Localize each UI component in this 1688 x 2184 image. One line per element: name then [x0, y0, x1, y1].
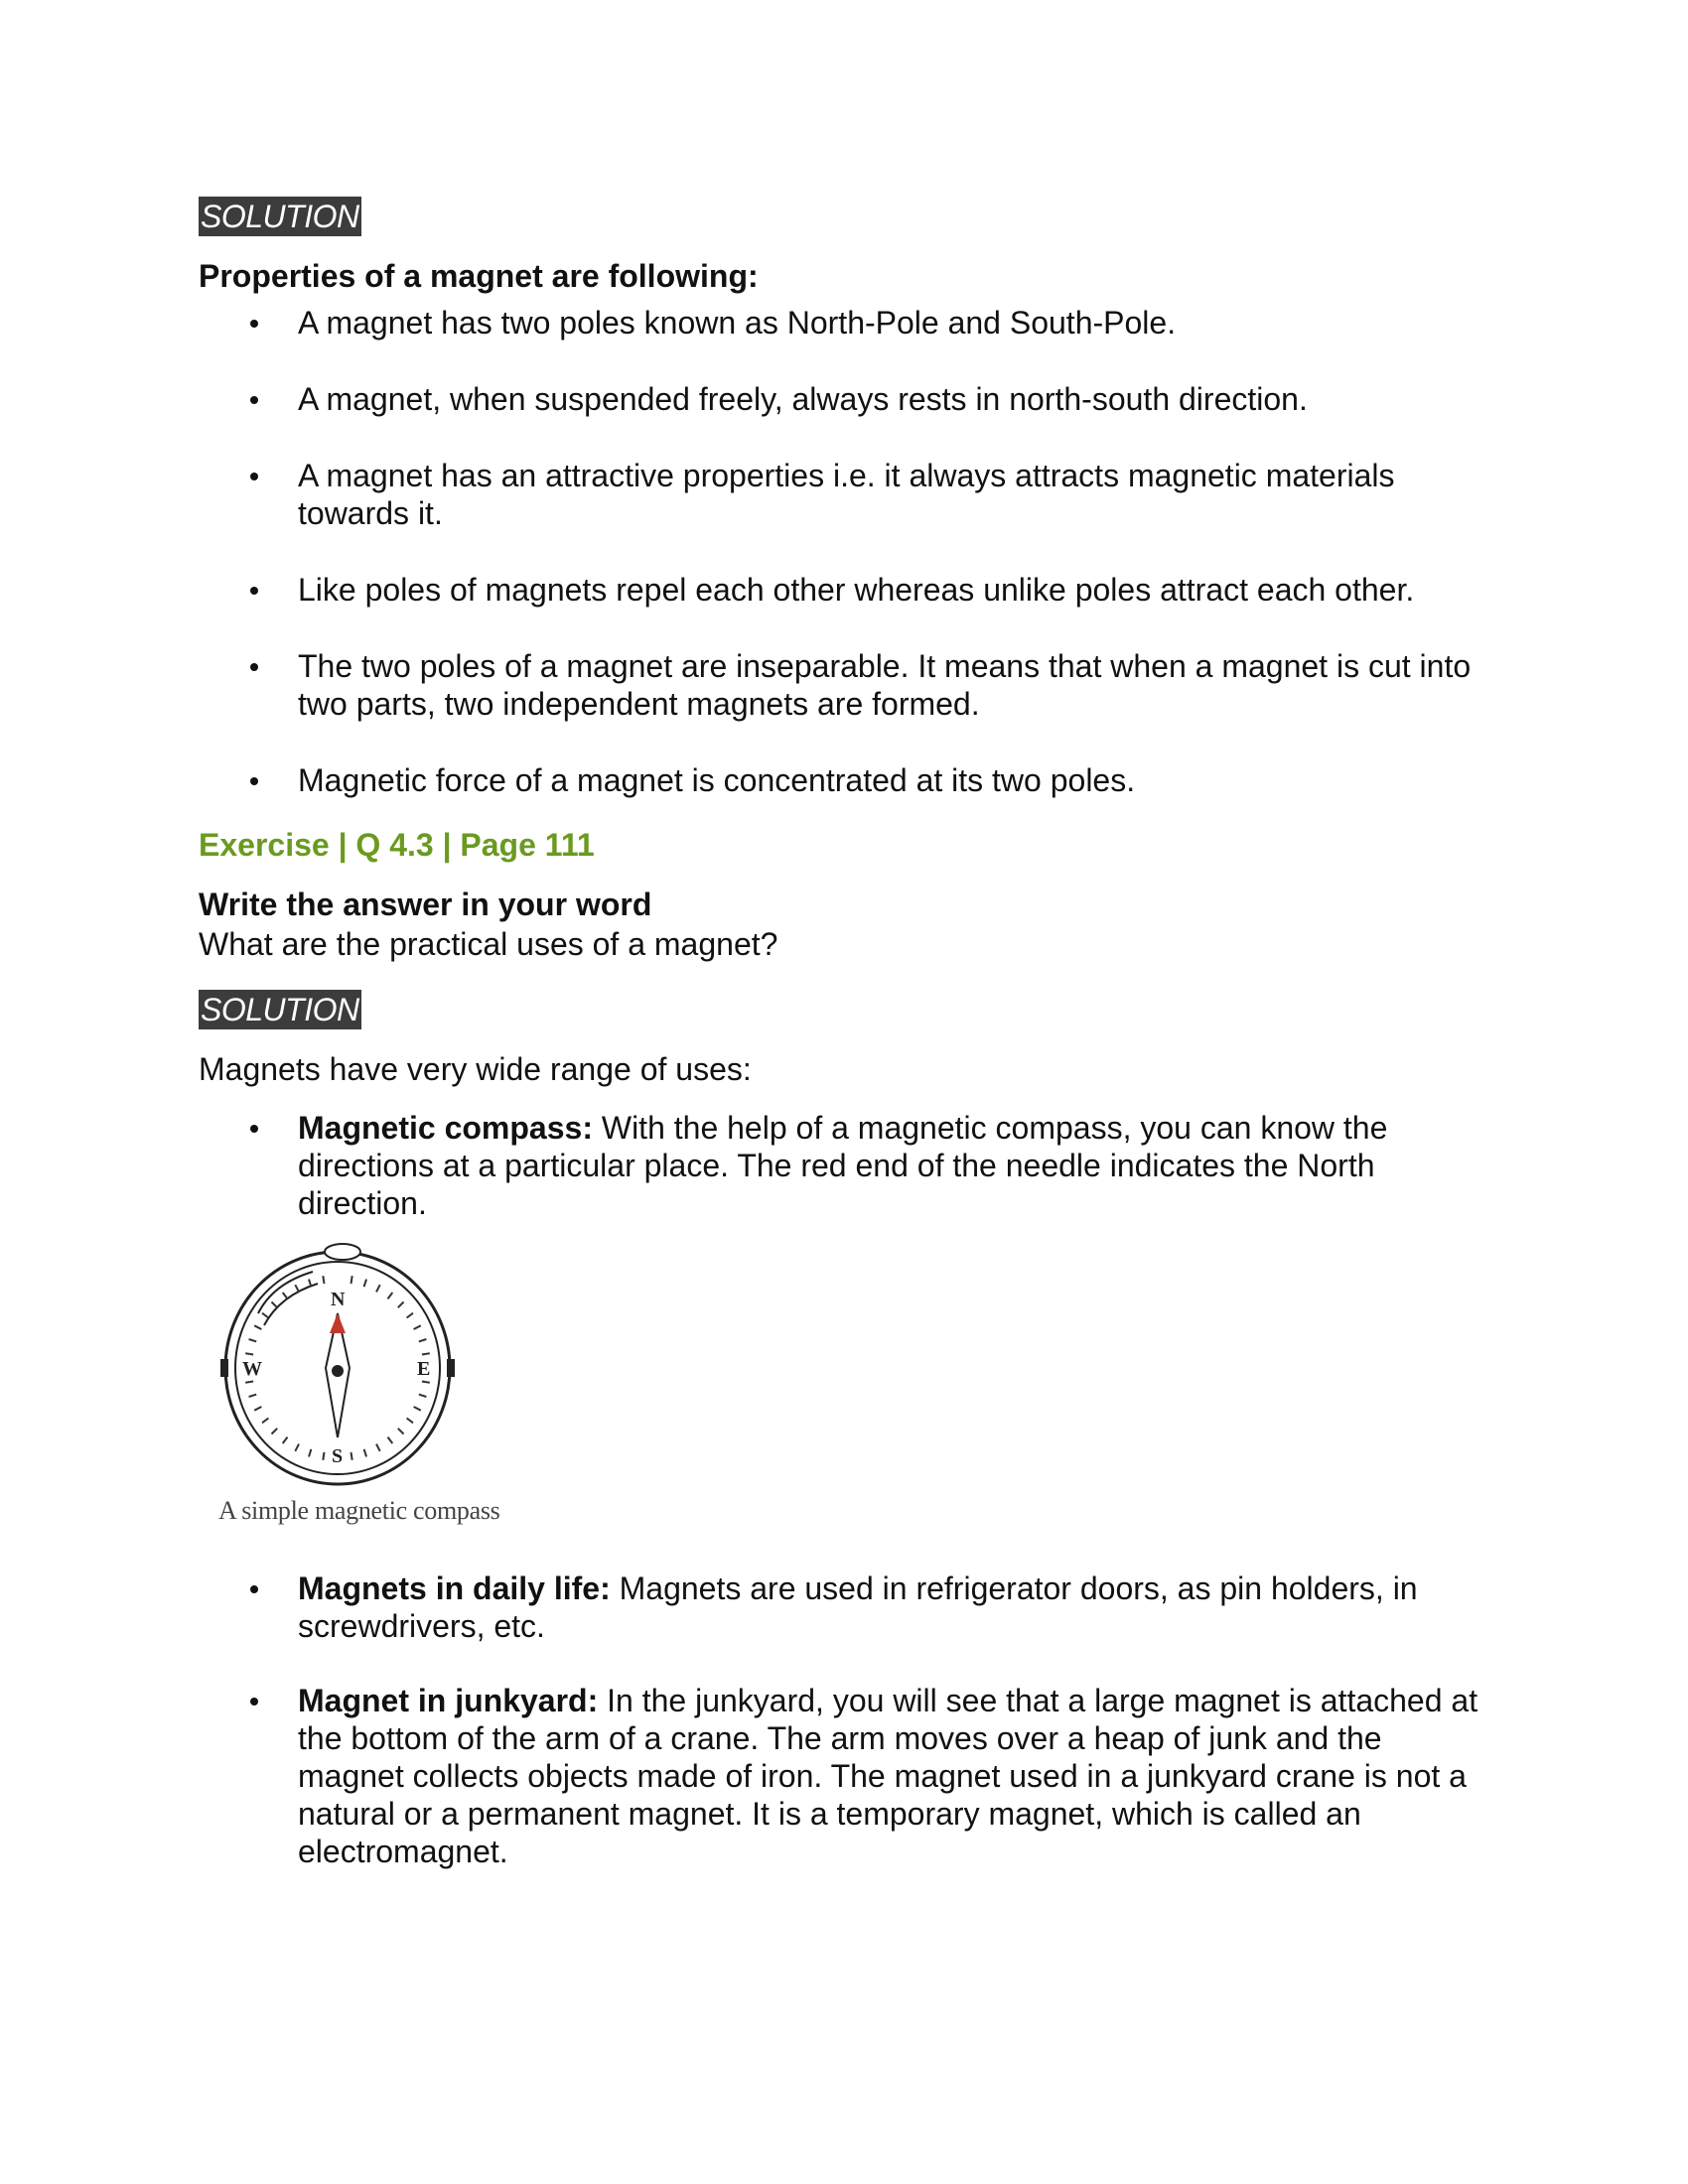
compass-tick — [262, 1419, 268, 1424]
item-text: Magnets are used in refrigerator doors, as pin holders, in screwdrivers, etc. — [298, 1570, 1418, 1644]
compass-tick — [422, 1353, 430, 1354]
needle-north-tip — [330, 1313, 346, 1333]
west-label: W — [242, 1358, 262, 1380]
compass-tick — [364, 1280, 366, 1288]
compass-tick — [254, 1325, 261, 1329]
solution-label: SOLUTION — [201, 992, 359, 1027]
compass-tick — [245, 1353, 253, 1354]
compass-tick — [376, 1444, 380, 1451]
item-term: Magnets in daily life: — [298, 1570, 611, 1606]
list-item — [199, 1109, 1489, 1222]
compass-tick — [249, 1395, 257, 1397]
compass-tick — [419, 1395, 427, 1397]
compass-tick — [323, 1452, 324, 1460]
document-page — [199, 197, 1489, 1907]
compass-tick — [407, 1419, 413, 1424]
compass-tick — [388, 1293, 393, 1298]
compass-tick — [295, 1444, 299, 1451]
compass-tick — [283, 1293, 288, 1298]
properties-list — [199, 304, 1489, 799]
compass-tick — [272, 1302, 278, 1308]
list-item — [199, 1570, 1489, 1645]
instruction-text: Write the answer in your word — [199, 887, 652, 922]
uses-list — [199, 1109, 1489, 1222]
east-label: E — [417, 1358, 431, 1380]
figure-caption: A simple magnetic compass — [218, 1496, 500, 1525]
compass-tick — [272, 1429, 278, 1434]
compass-tick — [283, 1437, 288, 1443]
item-term: Magnet in junkyard: — [298, 1683, 599, 1718]
list-item: A magnet, when suspended freely, always rests in north-south direction. — [199, 380, 1489, 418]
question-text: What are the practical uses of a magnet? — [199, 926, 778, 962]
compass-tick — [364, 1449, 366, 1457]
list-item: A magnet has two poles known as North-Pole and South-Pole. — [199, 304, 1489, 341]
item-text: In the junkyard, you will see that a large magnet is attached at the bottom of the arm of a crane. The arm moves over a heap of junk and the magnet collects objects made of iron. The magnet used in a junkyard crane is not a natural or a permanent magnet. It is a temporary magnet, which is called an electromagnet. — [298, 1683, 1478, 1869]
compass-figure — [218, 1234, 576, 1526]
compass-tick — [254, 1407, 261, 1411]
item-term: Magnetic compass: — [298, 1110, 593, 1146]
south-label: S — [332, 1445, 344, 1467]
list-item: Magnetic force of a magnet is concentrated at its two poles. — [199, 761, 1489, 799]
north-label: N — [331, 1289, 346, 1310]
list-item: A magnet has an attractive properties i.e. it always attracts magnetic materials towards it. — [199, 457, 1489, 532]
compass-tick — [422, 1382, 430, 1383]
compass-tick — [295, 1285, 299, 1292]
compass-tick — [249, 1339, 257, 1341]
solution-label: SOLUTION — [201, 199, 359, 234]
list-item: Like poles of magnets repel each other whereas unlike poles attract each other. — [199, 571, 1489, 609]
compass-tick — [398, 1429, 404, 1434]
uses-list-continued — [199, 1570, 1489, 1870]
needle-pivot — [332, 1365, 344, 1377]
item-text: With the help of a magnetic compass, you can know the directions at a particular place. The red end of the needle indicates the North direction. — [298, 1110, 1388, 1221]
exercise-reference: Exercise | Q 4.3 | Page 111 — [199, 827, 595, 863]
section-heading: Properties of a magnet are following: — [199, 258, 759, 294]
compass-tick — [398, 1302, 404, 1308]
compass-illustration — [218, 1234, 457, 1492]
compass-tick — [388, 1437, 393, 1443]
compass-tick — [407, 1313, 413, 1318]
compass-tick — [309, 1449, 311, 1457]
list-item — [199, 1682, 1489, 1870]
compass-tick — [323, 1276, 324, 1284]
uses-intro: Magnets have very wide range of uses: — [199, 1051, 752, 1087]
compass-tick — [376, 1285, 380, 1292]
compass-tick — [245, 1382, 253, 1383]
list-item: The two poles of a magnet are inseparable. It means that when a magnet is cut into two parts, two independent magnets are formed. — [199, 647, 1489, 723]
compass-tick — [419, 1339, 427, 1341]
compass-tick — [414, 1407, 421, 1411]
compass-tick — [414, 1325, 421, 1329]
compass-tick — [262, 1313, 268, 1318]
